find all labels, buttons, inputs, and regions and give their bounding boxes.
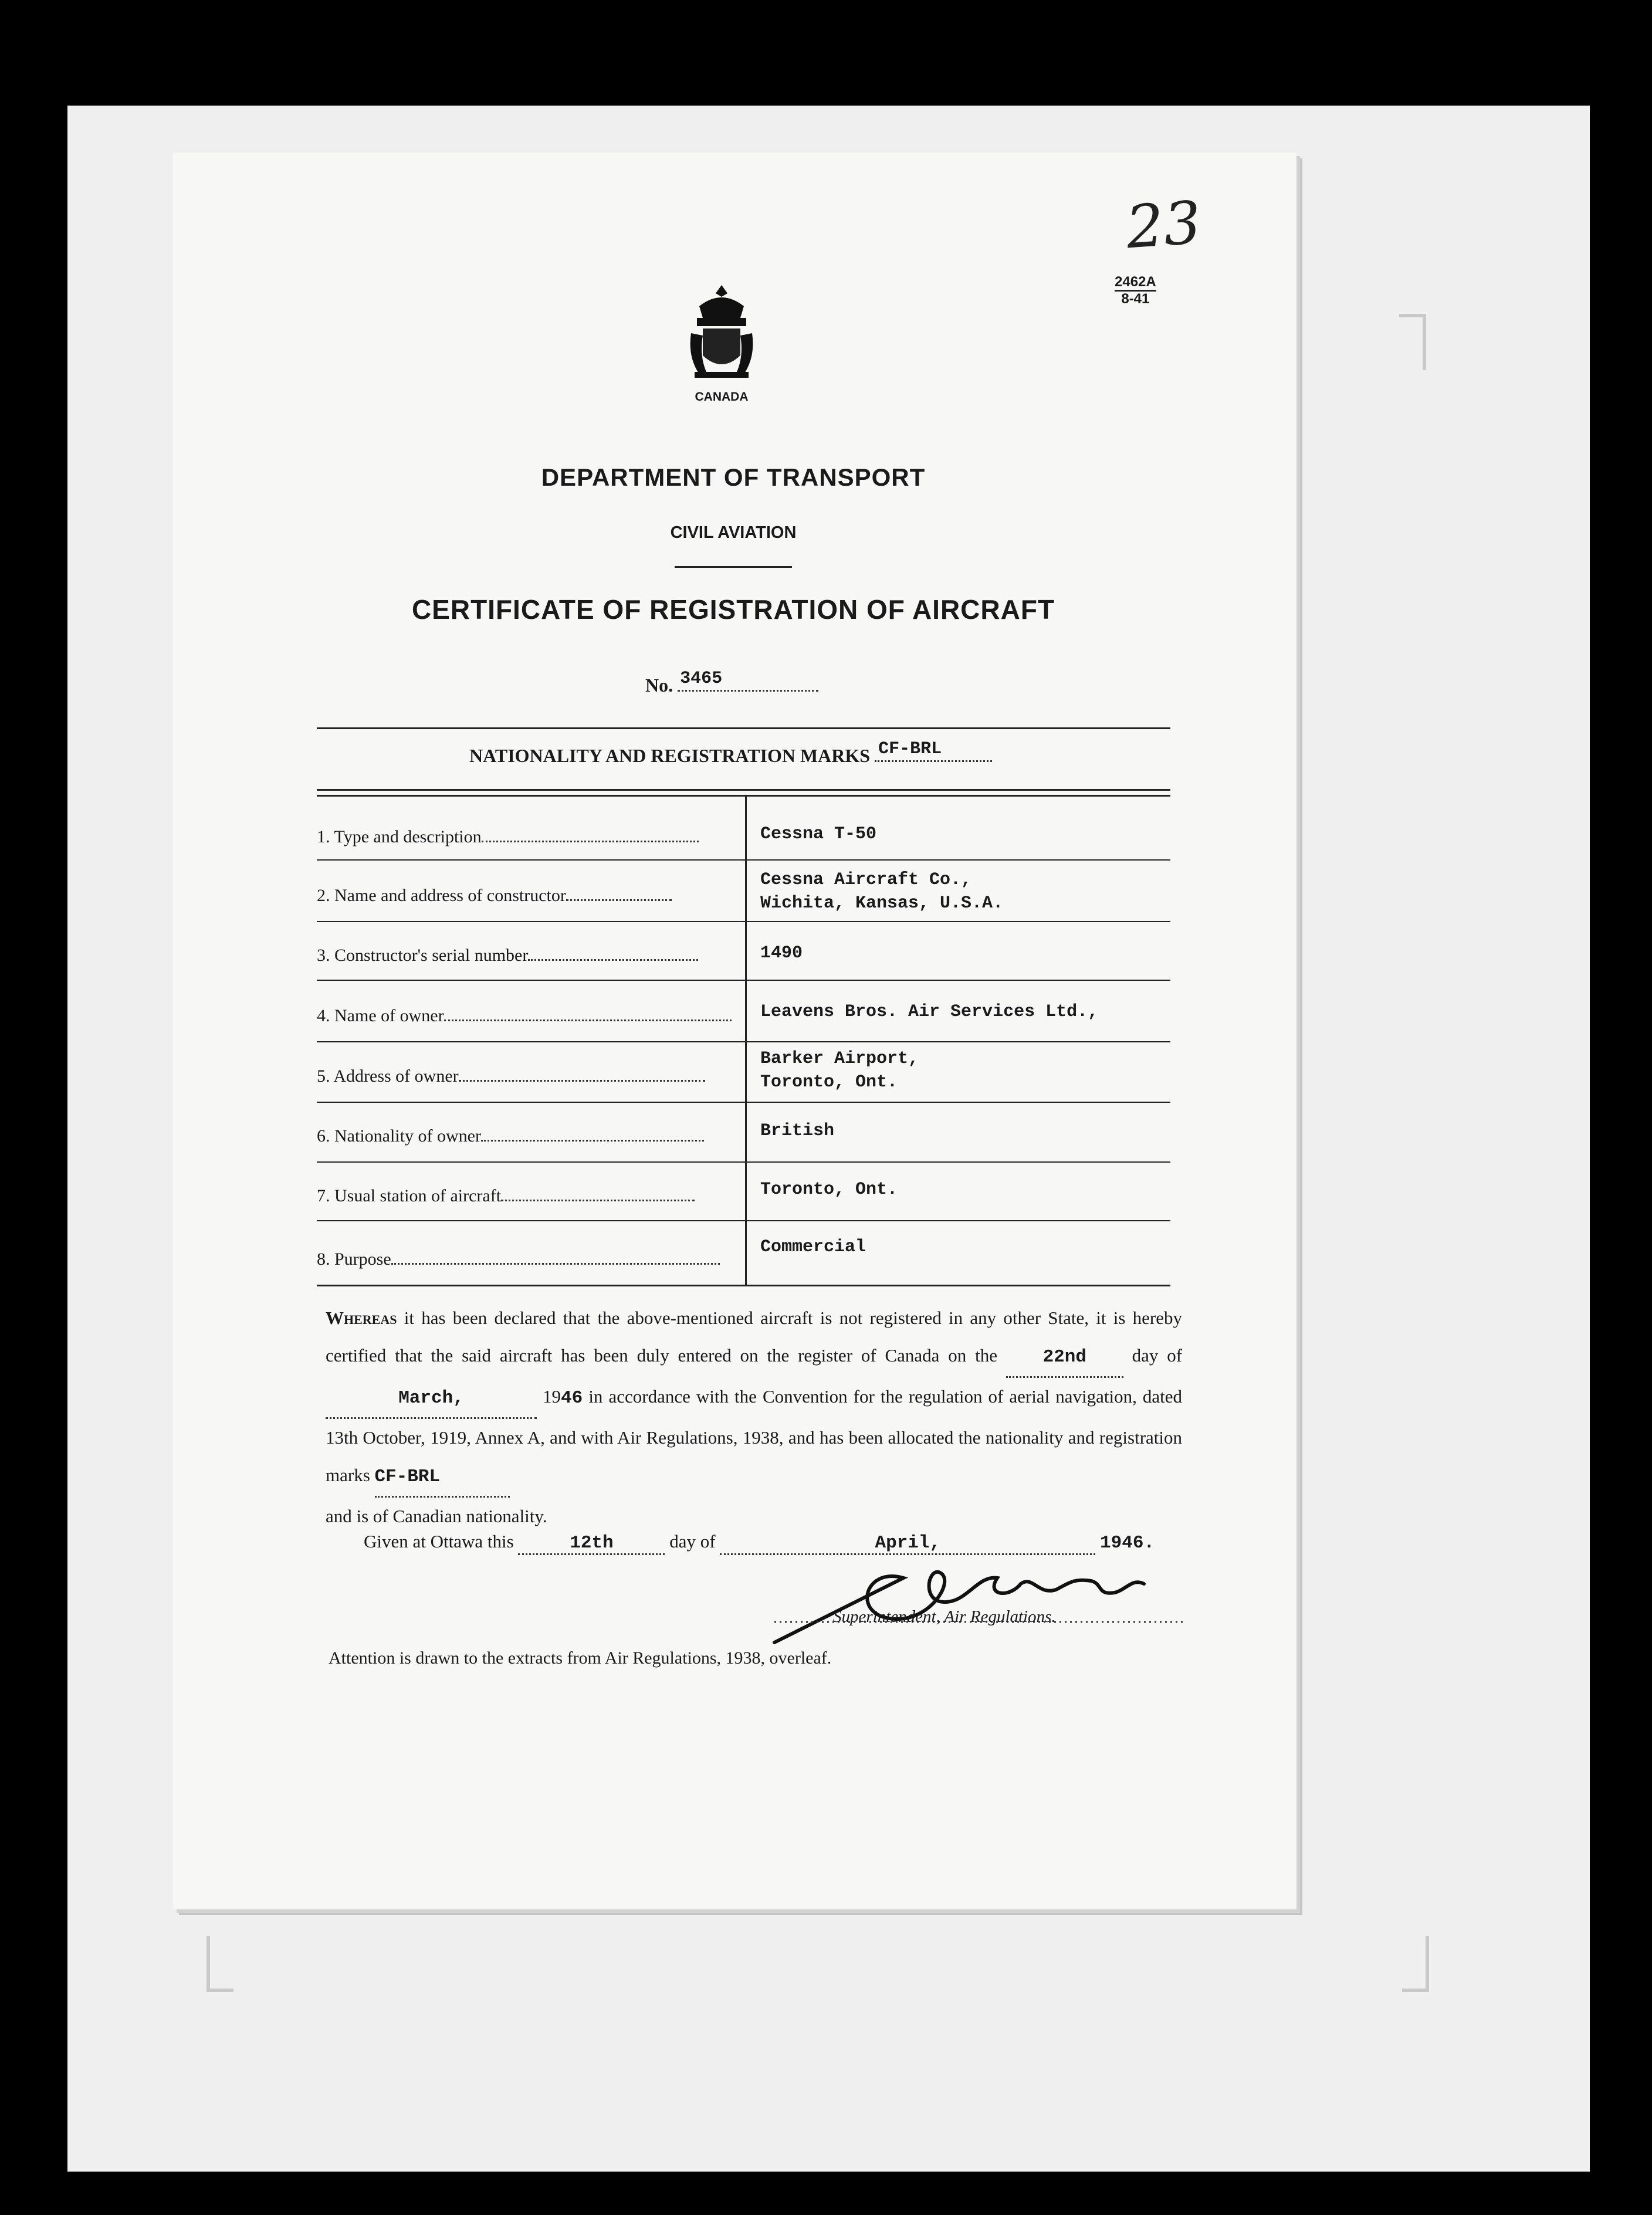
declaration-paragraph: Whereas it has been declared that the above-mentioned aircraft is not registered in any other State, it is hereby certified that the said aircraft has been duly entered on the register of Canada on the 22nd day of March, 1946 in accordance with the Convention for the regulation of aerial navigation, dated 13th October, 1919, Annex A, and with Air Regulations, 1938, and has been allocated the nationality and registration marks CF-BRL and is of Canadian nationality. (326, 1308, 1183, 1526)
scan-corner-mark (1402, 1936, 1429, 1992)
row-rule (317, 1102, 1170, 1103)
field-value-constructor: Cessna Aircraft Co., Wichita, Kansas, U.S.A. (760, 870, 1004, 913)
field-value-station: Toronto, Ont. (760, 1180, 898, 1200)
field-value-serial: 1490 (760, 943, 803, 963)
registration-marks-value: CF-BRL (878, 739, 942, 759)
entry-month: March, (398, 1388, 464, 1408)
table-bottom-rule (317, 1285, 1170, 1286)
issue-month: April, (875, 1533, 941, 1553)
division-title: CIVIL AVIATION (670, 523, 797, 542)
certificate-number-label: No. (645, 675, 673, 696)
row-rule (317, 1161, 1170, 1163)
table-column-divider (745, 795, 747, 1285)
field-value-nationality: British (760, 1121, 835, 1141)
form-code (1115, 275, 1156, 307)
table-top-rule (317, 789, 1170, 791)
field-label-nationality: 6. Nationality of owner (317, 1126, 704, 1146)
field-label-station: 7. Usual station of aircraft (317, 1186, 695, 1206)
allocated-marks: CF-BRL (374, 1466, 441, 1487)
issue-date-line: Given at Ottawa this 12th day of April, 1946. (364, 1531, 1155, 1555)
field-label-owner-address: 5. Address of owner (317, 1066, 705, 1086)
field-label-purpose: 8. Purpose (317, 1249, 720, 1269)
field-value-type: Cessna T-50 (760, 824, 877, 844)
form-code-number: 2462A (1115, 275, 1156, 292)
issue-year: 1946. (1100, 1533, 1155, 1553)
attention-note: Attention is drawn to the extracts from Air Regulations, 1938, overleaf. (329, 1648, 832, 1668)
registration-marks-label: NATIONALITY AND REGISTRATION MARKS (469, 745, 871, 766)
table-top-rule (317, 795, 1170, 797)
registration-marks-line (469, 739, 992, 767)
field-value-owner-name: Leavens Bros. Air Services Ltd., (760, 1002, 1099, 1022)
country-label: CANADA (695, 390, 749, 404)
field-label-owner-name: 4. Name of owner (317, 1006, 732, 1026)
row-rule (317, 1041, 1170, 1042)
issue-day: 12th (570, 1533, 614, 1553)
entry-year: 46 (561, 1388, 583, 1408)
entry-day: 22nd (1042, 1347, 1086, 1367)
field-label-type: 1. Type and description (317, 827, 699, 847)
handwritten-page-number: 23 (1124, 188, 1204, 262)
signature-icon (763, 1543, 1185, 1648)
whereas-word: Whereas (326, 1308, 397, 1328)
section-rule (317, 727, 1170, 729)
row-rule (317, 921, 1170, 922)
signatory-title: Superintendent, Air Regulations. (833, 1607, 1056, 1626)
certificate-title: CERTIFICATE OF REGISTRATION OF AIRCRAFT (411, 594, 1055, 625)
scan-corner-mark (1399, 314, 1426, 370)
field-value-owner-address: Barker Airport, Toronto, Ont. (760, 1049, 919, 1092)
coat-of-arms-icon (686, 283, 757, 382)
certificate-number-value: 3465 (680, 669, 723, 689)
title-divider (675, 566, 792, 568)
certificate-number (645, 669, 818, 696)
field-value-purpose: Commercial (760, 1237, 866, 1257)
row-rule (317, 980, 1170, 981)
form-code-date: 8-41 (1121, 291, 1150, 307)
row-rule (317, 859, 1170, 861)
field-label-constructor: 2. Name and address of constructor (317, 886, 672, 906)
row-rule (317, 1220, 1170, 1221)
department-title: DEPARTMENT OF TRANSPORT (541, 463, 926, 491)
field-label-serial: 3. Constructor's serial number (317, 946, 698, 966)
scan-corner-mark (206, 1936, 233, 1992)
